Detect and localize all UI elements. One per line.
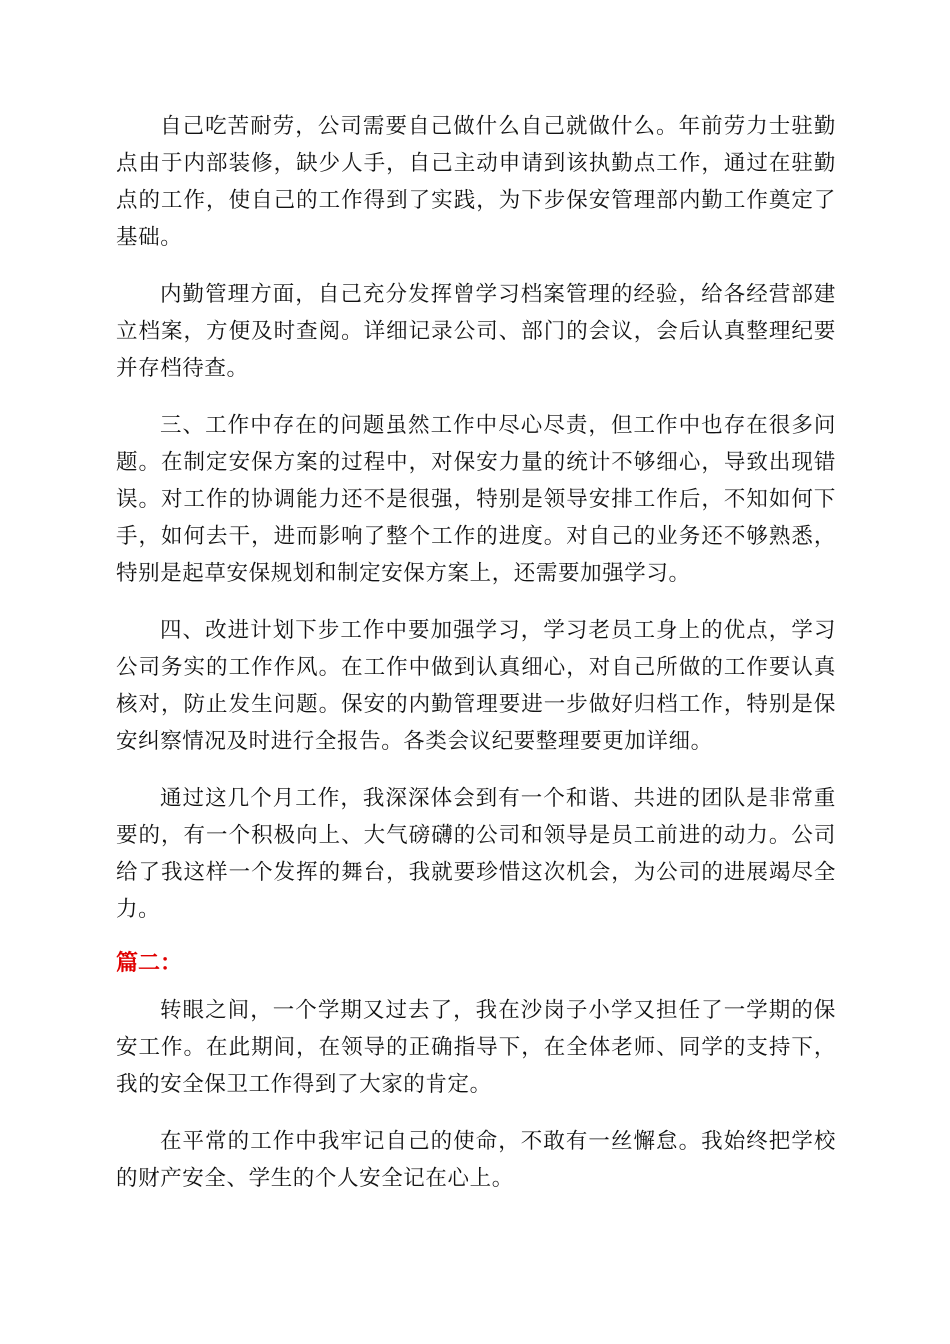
document-page bbox=[116, 108, 836, 1217]
paragraph-3: 三、工作中存在的问题虽然工作中尽心尽责，但工作中也存在很多问题。在制定安保方案的过程中，对保安力量的统计不够细心，导致出现错误。对工作的协调能力还不是很强，特别是领导安排工作后，不知如何下手，如何去干，进而影响了整个工作的进度。对自己的业务还不够熟悉，特别是起草安保规划和制定安保方案上，还需要加强学习。 bbox=[116, 413, 836, 586]
paragraph-5: 通过这几个月工作，我深深体会到有一个和谐、共进的团队是非常重要的，有一个积极向上、大气磅礴的公司和领导是员工前进的动力。公司给了我这样一个发挥的舞台，我就要珍惜这次机会，为公司的进展竭尽全力。 bbox=[116, 786, 836, 922]
paragraph-1: 自己吃苦耐劳，公司需要自己做什么自己就做什么。年前劳力士驻勤点由于内部装修，缺少人手，自己主动申请到该执勤点工作，通过在驻勤点的工作，使自己的工作得到了实践，为下步保安管理部内勤工作奠定了基础。 bbox=[116, 114, 836, 250]
paragraph-2: 内勤管理方面，自己充分发挥曾学习档案管理的经验，给各经营部建立档案，方便及时查阅。详细记录公司、部门的会议，会后认真整理纪要并存档待查。 bbox=[116, 282, 836, 381]
paragraph-6: 转眼之间，一个学期又过去了，我在沙岗子小学又担任了一学期的保安工作。在此期间，在领导的正确指导下，在全体老师、同学的支持下，我的安全保卫工作得到了大家的肯定。 bbox=[116, 998, 836, 1097]
paragraph-7: 在平常的工作中我牢记自己的使命，不敢有一丝懈怠。我始终把学校的财产安全、学生的个人安全记在心上。 bbox=[116, 1129, 836, 1191]
section-heading: 篇二： bbox=[116, 951, 183, 976]
paragraph-4: 四、改进计划下步工作中要加强学习，学习老员工身上的优点，学习公司务实的工作作风。在工作中做到认真细心，对自己所做的工作要认真核对，防止发生问题。保安的内勤管理要进一步做好归档工作，特别是保安纠察情况及时进行全报告。各类会议纪要整理要更加详细。 bbox=[116, 618, 836, 754]
